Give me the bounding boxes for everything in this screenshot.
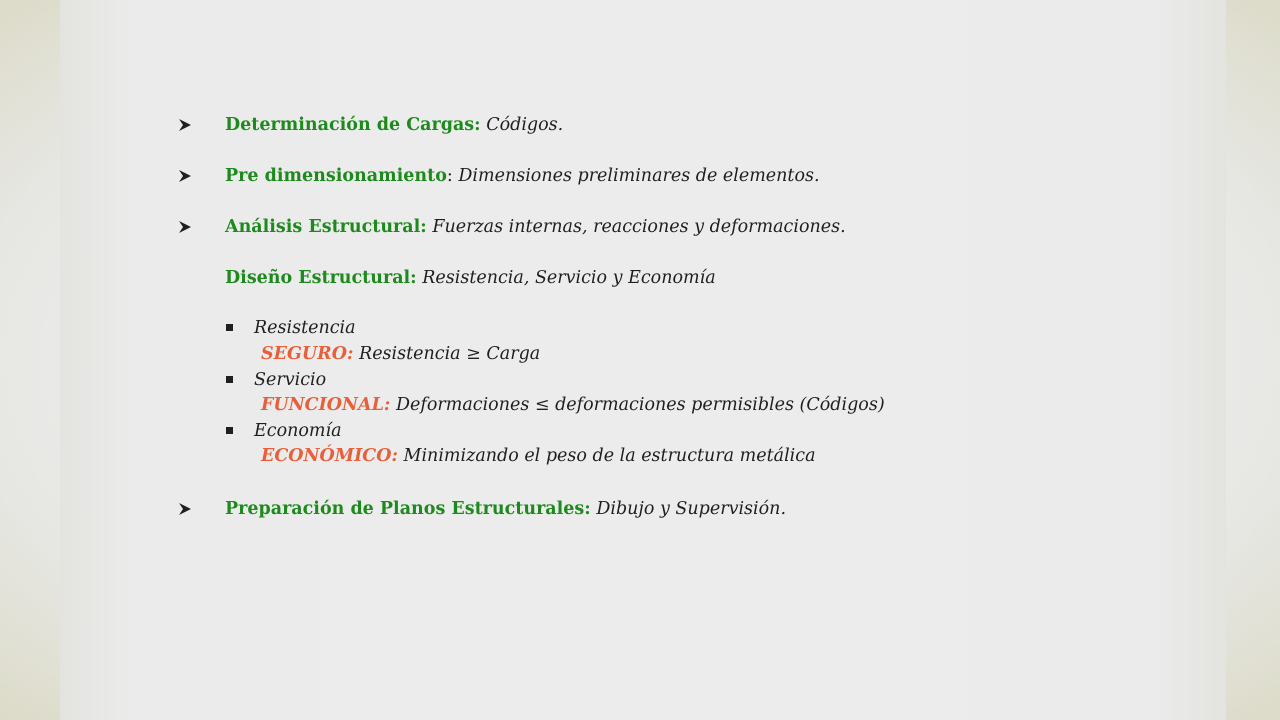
item-description: Resistencia, Servicio y Economía <box>422 268 716 288</box>
subitem-detail <box>261 343 540 365</box>
arrow-bullet-icon <box>178 216 196 238</box>
square-bullet-icon <box>226 376 233 383</box>
arrow-bullet-icon <box>178 114 196 136</box>
subitem-title: Resistencia <box>254 318 356 338</box>
subitem-title: Economía <box>254 421 342 441</box>
subitem-title: Servicio <box>254 370 327 390</box>
subitem-label: SEGURO: <box>261 344 354 364</box>
item-heading: Preparación de Planos Estructurales: <box>225 499 591 519</box>
item-description: Códigos. <box>486 115 564 135</box>
subitem-detail <box>261 445 816 467</box>
item-heading: Determinación de Cargas: <box>225 115 481 135</box>
item-description: Dibujo y Supervisión. <box>596 499 787 519</box>
list-item-drawings <box>225 498 786 520</box>
subitem-detail <box>261 394 885 416</box>
subitem-text: Deformaciones ≤ deformaciones permisibles (Códigos) <box>395 395 885 415</box>
subitem-text: Minimizando el peso de la estructura metálica <box>403 446 816 466</box>
arrow-bullet-icon <box>178 165 196 187</box>
square-bullet-icon <box>226 324 233 331</box>
item-separator: : <box>446 166 459 186</box>
item-heading: Pre dimensionamiento <box>225 166 447 186</box>
subitem-label: FUNCIONAL: <box>261 395 391 415</box>
list-item-structural-design <box>225 267 716 289</box>
item-description: Dimensiones preliminares de elementos. <box>458 166 820 186</box>
item-description: Fuerzas internas, reacciones y deformaciones. <box>432 217 846 237</box>
subitem-label: ECONÓMICO: <box>261 446 398 466</box>
arrow-bullet-icon <box>178 498 196 520</box>
list-item-structural-analysis <box>225 216 846 238</box>
list-item-loads <box>225 114 563 136</box>
subitem-text: Resistencia ≥ Carga <box>359 344 541 364</box>
item-heading: Diseño Estructural: <box>225 268 417 288</box>
square-bullet-icon <box>226 427 233 434</box>
list-item-predimensioning <box>225 165 820 187</box>
item-heading: Análisis Estructural: <box>225 217 427 237</box>
